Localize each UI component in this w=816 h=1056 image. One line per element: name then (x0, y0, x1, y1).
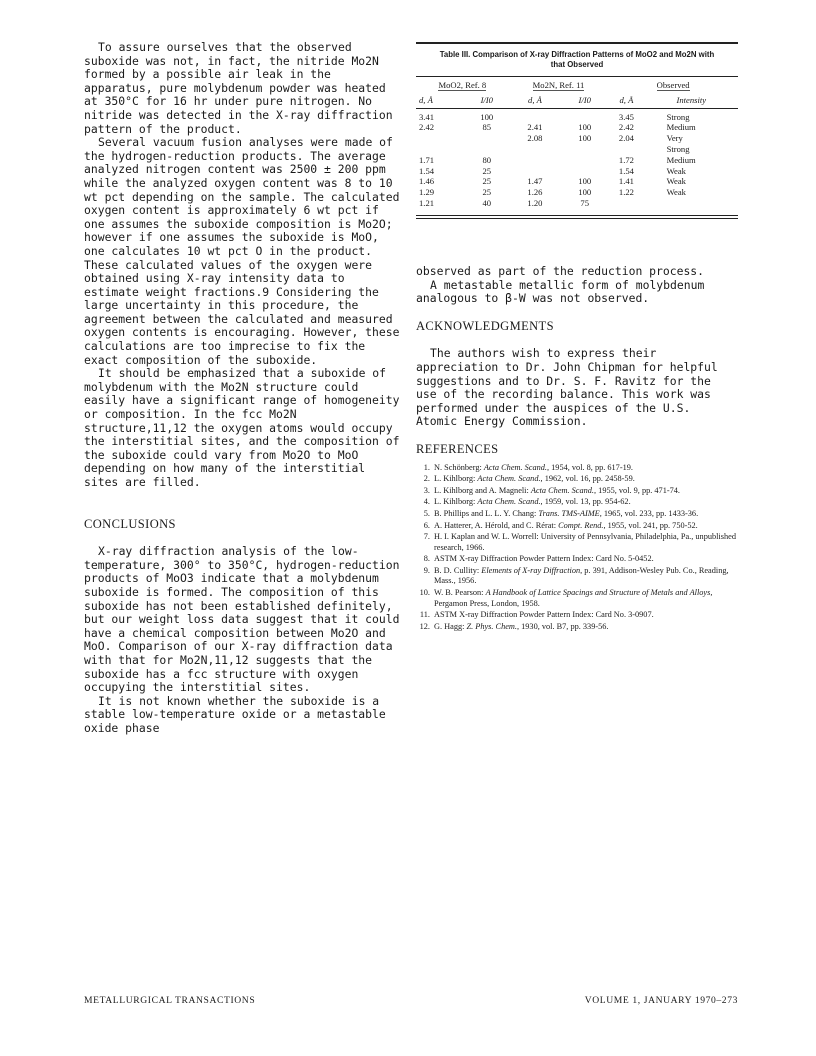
table-cell (509, 144, 561, 155)
conclusions-heading: CONCLUSIONS (84, 516, 176, 531)
paragraph-reduction: observed as part of the reduction process. (416, 264, 705, 278)
table-cell: 2.04 (618, 133, 634, 144)
table-cell (509, 155, 561, 166)
table-group-header-observed: Observed (656, 80, 690, 90)
references-heading: REFERENCES (416, 441, 499, 456)
table-cell (608, 144, 644, 155)
paragraph-acknowledgments: The authors wish to express their appreciation to Dr. John Chipman for helpful suggestions and to Dr. S. F. Ravitz for the use of the recording balance. This work was performed under the auspices of the U.S. Atomic Energy Commission. (416, 346, 718, 429)
table-cell (645, 198, 738, 209)
table-cell: Medium (666, 154, 696, 165)
table-row (416, 198, 738, 209)
table-subheader: d, Å (619, 94, 634, 105)
paragraph-conclusions: X-ray diffraction analysis of the low-temperature, 300° to 350°C, hydrogen-reduction products of MoO3 indicate that a molybdenum suboxide is formed. The composition of this suboxide has not been established definitely, but our weight loss data suggest that it could have a chemical composition between Mo2O and MoO. Comparison of our X-ray diffraction data with that for Mo2N,11,12 suggests that the suboxide has a fcc structure with oxygen occupying the interstitial sites. (84, 544, 400, 695)
table-cell: Very (666, 133, 683, 144)
reference-number: 6. (423, 520, 430, 530)
paragraph-vacuum-fusion: Several vacuum fusion analyses were made of the hydrogen-reduction products. The average analyzed nitrogen content was 2500 ± 200 ppm while the analyzed oxygen content was 8 to 10 wt pct depending on the sample. The calculated oxygen content is approximately 6 wt pct if one assumes the suboxide composition is Mo2O; however if one assumes the suboxide is MoO, one calculates 10 wt pct O in the product. These calculated values of the oxygen were obtained using X-ray intensity data to estimate weight fractions.9 Considering the large uncertainty in this procedure, the agreement between the calculated and measured oxygen contents is encouraging. However, these calculations are too imprecise to fix the exact composition of the suboxide. (84, 135, 400, 367)
reference-item (416, 474, 738, 485)
right-column (416, 265, 738, 633)
reference-item (416, 497, 738, 508)
table-cell: 80 (482, 154, 492, 165)
reference-text: L. Kihlborg: Acta Chem. Scand., 1959, vol. 13, pp. 954-62. (434, 497, 631, 507)
table-cell: Strong (666, 143, 690, 154)
table-row (416, 122, 738, 133)
table-cell: 1.41 (618, 176, 634, 187)
table-subheader: Intensity (676, 94, 707, 105)
table-cell (416, 133, 465, 144)
table-cell: 100 (578, 176, 592, 187)
table-xray-comparison (416, 42, 738, 219)
table-cell: 2.42 (618, 122, 634, 133)
reference-text: L. Kihlborg: Acta Chem. Scand., 1962, vol. 16, pp. 2458-59. (434, 474, 635, 484)
paragraph-nitride-check: To assure ourselves that the observed suboxide was not, in fact, the nitride Mo2N formed by a possible air leak in the apparatus, pure molybdenum powder was heated at 350°C for 16 hr under pure nitrogen. No nitride was detected in the X-ray diffraction pattern of the product. (84, 40, 393, 136)
table-cell: 1.46 (419, 176, 435, 187)
table-cell (608, 198, 644, 209)
table-subheader: I/I0 (578, 94, 591, 105)
table-row (416, 176, 738, 187)
reference-text: B. Phillips and L. L. Y. Chang: Trans. TMS-AIME, 1965, vol. 233, pp. 1433-36. (434, 508, 699, 518)
table-cell: 1.71 (419, 154, 435, 165)
table-cell: 1.72 (618, 154, 634, 165)
table-cell: 25 (482, 165, 492, 176)
table-cell: 100 (578, 133, 592, 144)
left-column (84, 41, 400, 736)
reference-number: 12. (419, 621, 430, 631)
table-cell: 2.08 (527, 133, 543, 144)
acknowledgments-heading: ACKNOWLEDGMENTS (416, 318, 554, 333)
reference-text: ASTM X-ray Diffraction Powder Pattern Index: Card No. 3-0907. (434, 610, 654, 620)
reference-number: 11. (419, 610, 430, 620)
paragraph-homogeneity: It should be emphasized that a suboxide of molybdenum with the Mo2N structure could easily have a significant range of homogeneity or composition. In the fcc Mo2N structure,11,12 the oxygen atoms would occupy the interstitial sites, and the composition of the suboxide could vary from Mo2O to MoO depending on how many of the interstitial sites are filled. (84, 366, 400, 489)
table-cell: 100 (578, 122, 592, 133)
reference-number: 5. (423, 508, 430, 518)
reference-text: L. Kihlborg and A. Magneli: Acta Chem. Scand., 1955, vol. 9, pp. 471-74. (434, 485, 680, 495)
table-cell: 2.42 (419, 122, 435, 133)
reference-number: 4. (423, 497, 430, 507)
table-cell (465, 133, 509, 144)
table-cell (509, 166, 561, 177)
paragraph-stability: It is not known whether the suboxide is a stable low-temperature oxide or a metastable oxide phase (84, 693, 386, 735)
table-row (416, 155, 738, 166)
table-row (416, 144, 738, 155)
table-cell: 85 (482, 122, 492, 133)
reference-number: 3. (423, 485, 430, 495)
footer-journal: METALLURGICAL TRANSACTIONS (84, 995, 256, 1006)
table-cell: 3.45 (618, 111, 634, 122)
table-cell: Strong (666, 111, 690, 122)
table-subheader: I/I0 (480, 94, 493, 105)
table-cell (465, 144, 509, 155)
table-cell: 1.54 (419, 165, 435, 176)
reference-number: 2. (423, 474, 430, 484)
table-cell: 2.41 (527, 122, 543, 133)
reference-text: ASTM X-ray Diffraction Powder Pattern Index: Card No. 5-0452. (434, 554, 654, 564)
table-cell: 1.20 (527, 197, 543, 208)
reference-text: N. Schönberg: Acta Chem. Scand., 1954, vol. 8, pp. 617-19. (434, 462, 633, 472)
reference-text: W. B. Pearson: A Handbook of Lattice Spacings and Structure of Metals and Alloys, Pergamon Press, London, 1958. (434, 588, 713, 608)
table-cell (509, 109, 561, 123)
reference-number: 1. (423, 462, 430, 472)
table-caption: Table III. Comparison of X-ray Diffraction Patterns of MoO2 and Mo2N with that Observed (439, 50, 715, 69)
footer-volume: VOLUME 1, JANUARY 1970–273 (584, 995, 738, 1006)
reference-number: 9. (423, 565, 430, 575)
reference-number: 10. (419, 588, 430, 598)
table-row (416, 133, 738, 144)
table-cell: 25 (482, 187, 492, 198)
reference-item (416, 532, 738, 553)
reference-item (416, 486, 738, 497)
table-cell: 1.22 (618, 187, 634, 198)
table-cell: 1.47 (527, 176, 543, 187)
table-row (416, 187, 738, 198)
table-cell: 100 (578, 187, 592, 198)
table-row (416, 166, 738, 177)
table-cell: Medium (666, 122, 696, 133)
reference-item (416, 566, 738, 587)
table-body (416, 109, 738, 209)
table-cell: Weak (666, 165, 686, 176)
reference-text: H. I. Kaplan and W. L. Worrell: University of Pennsylvania, Philadelphia, Pa., unpublished research, 1966. (434, 532, 736, 552)
table-subheader: d, Å (528, 94, 542, 105)
table-group-header-mo2n: Mo2N, Ref. 11 (532, 80, 585, 90)
table-cell: 75 (580, 197, 590, 208)
reference-item (416, 554, 738, 565)
references-list (416, 463, 738, 633)
reference-text: G. Hagg: Z. Phys. Chem., 1930, vol. B7, pp. 339-56. (434, 621, 609, 631)
table-cell: 25 (482, 176, 492, 187)
table-cell (561, 109, 608, 123)
table-cell: 1.29 (419, 187, 435, 198)
table-row (416, 109, 738, 123)
table-cell: 3.41 (419, 111, 435, 122)
table-cell: 1.26 (527, 187, 543, 198)
table-group-header-moo2: MoO2, Ref. 8 (438, 80, 487, 90)
table-cell: Weak (666, 187, 686, 198)
reference-item (416, 588, 738, 609)
reference-item (416, 610, 738, 621)
table-cell (561, 155, 608, 166)
reference-item (416, 463, 738, 474)
reference-number: 7. (423, 532, 430, 542)
table-cell (416, 144, 465, 155)
table-subheader: d, Å (419, 94, 433, 105)
table-cell: 40 (482, 197, 492, 208)
reference-item (416, 521, 738, 532)
table-cell: 100 (480, 111, 494, 122)
reference-text: B. D. Cullity: Elements of X-ray Diffraction, p. 391, Addison-Wesley Pub. Co., Reading, Mass., 1956. (434, 565, 729, 586)
table-cell: Weak (666, 176, 686, 187)
paragraph-metastable: A metastable metallic form of molybdenum analogous to β-W was not observed. (416, 277, 705, 306)
reference-item (416, 622, 738, 633)
table-cell: 1.21 (419, 197, 435, 208)
reference-text: A. Hatterer, A. Hérold, and C. Rérat: Compt. Rend., 1955, vol. 241, pp. 750-52. (434, 520, 698, 530)
table-cell: 1.54 (618, 165, 634, 176)
table-cell (561, 166, 608, 177)
reference-number: 8. (423, 554, 430, 564)
table-cell (561, 144, 608, 155)
reference-item (416, 509, 738, 520)
